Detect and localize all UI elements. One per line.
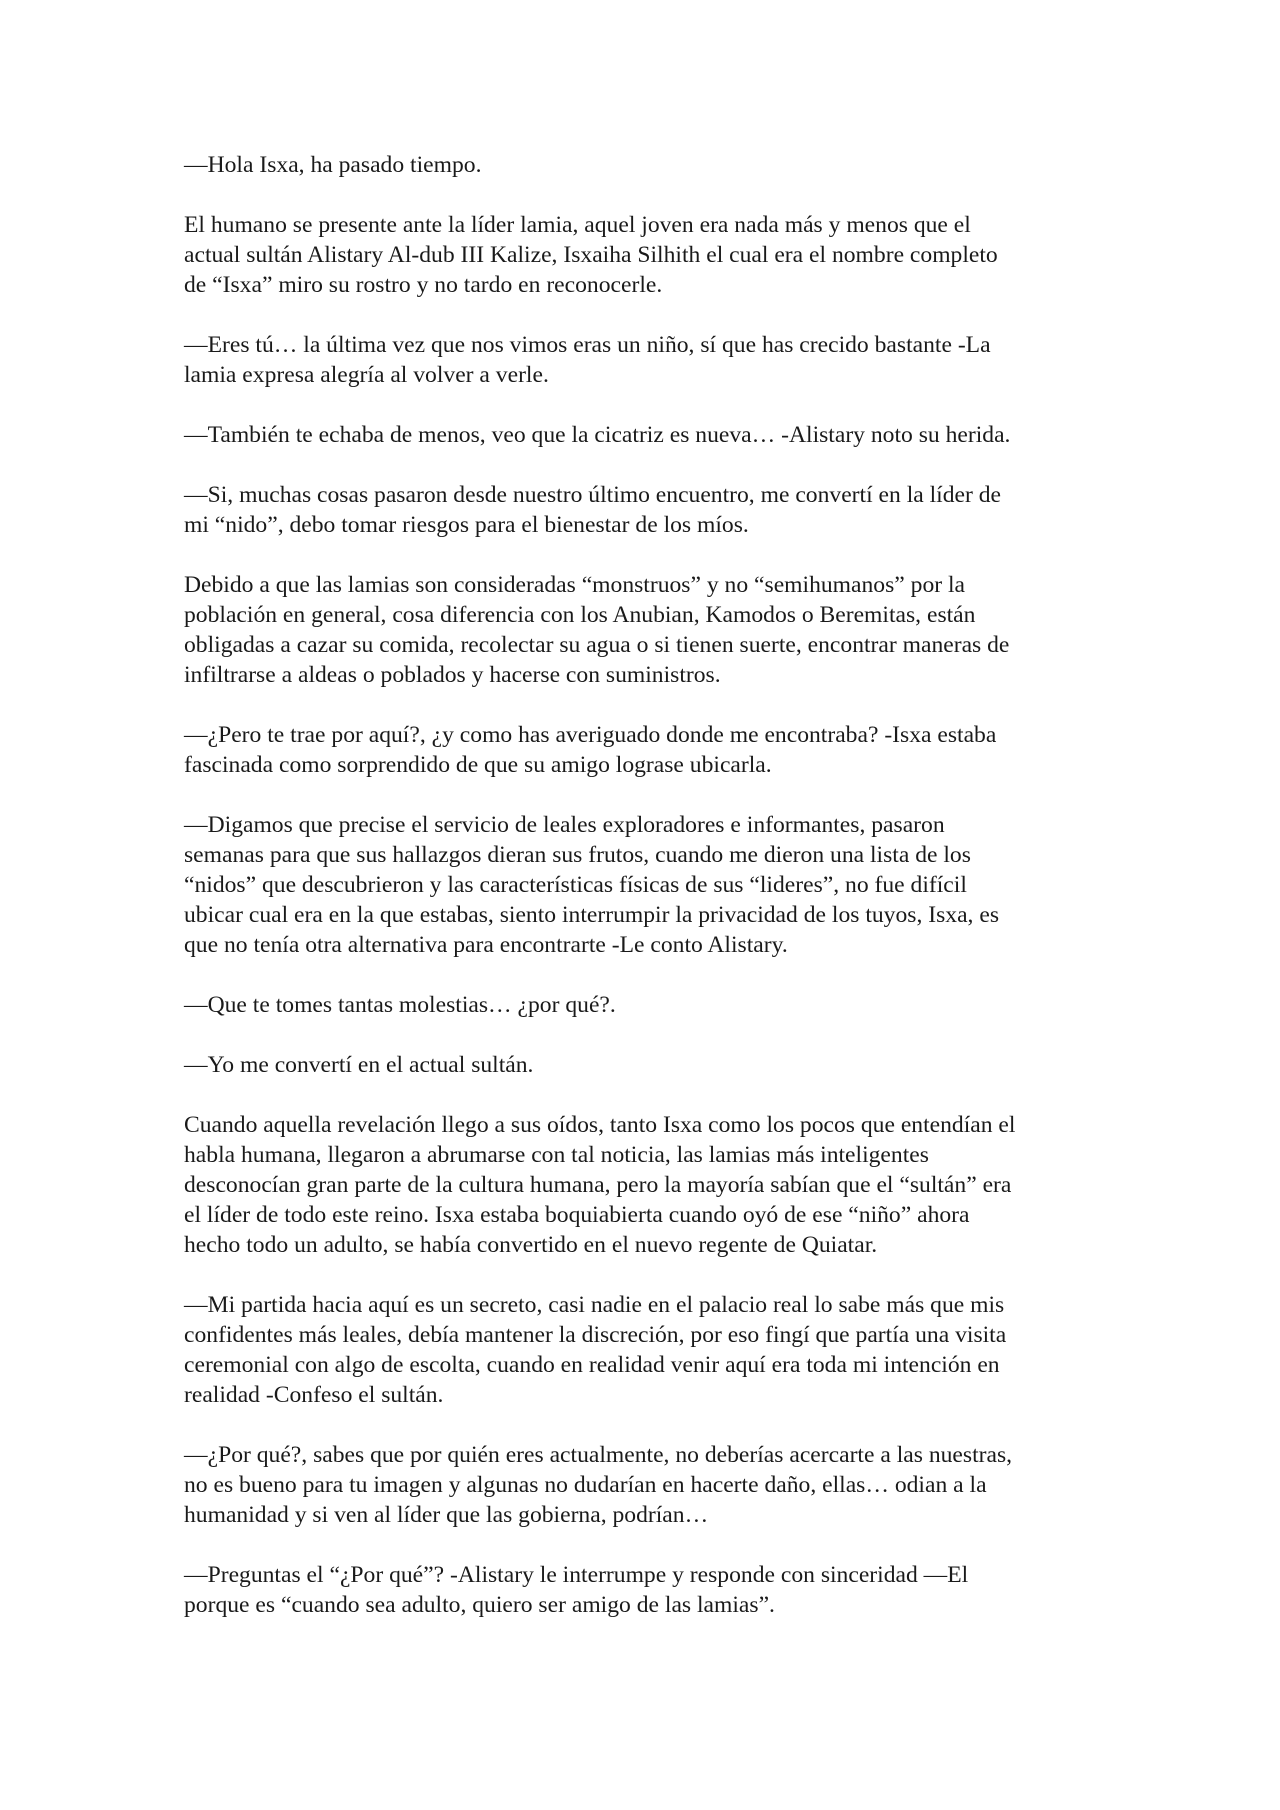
text-line: confidentes más leales, debía mantener la discreción, por eso fingí que partía una visita (184, 1322, 1007, 1348)
text-line: —Que te tomes tantas molestias… ¿por qué?. (184, 992, 616, 1018)
paragraph-4 (184, 420, 1114, 450)
text-line: El humano se presente ante la líder lamia, aquel joven era nada más y menos que el (184, 212, 971, 238)
text-line: —¿Por qué?, sabes que por quién eres actualmente, no deberías acercarte a las nuestras, (184, 1442, 1013, 1468)
text-line: que no tenía otra alternativa para encontrarte -Le conto Alistary. (184, 932, 788, 958)
text-line: Cuando aquella revelación llego a sus oídos, tanto Isxa como los pocos que entendían el (184, 1112, 1016, 1138)
text-line: ceremonial con algo de escolta, cuando en realidad venir aquí era toda mi intención en (184, 1352, 1000, 1378)
paragraph-3 (184, 330, 1114, 390)
paragraph-5 (184, 480, 1114, 540)
paragraph-9 (184, 990, 1114, 1020)
paragraph-8 (184, 810, 1114, 960)
text-line: humanidad y si ven al líder que las gobierna, podrían… (184, 1502, 709, 1528)
text-line: de “Isxa” miro su rostro y no tardo en reconocerle. (184, 272, 663, 298)
text-line: desconocían gran parte de la cultura humana, pero la mayoría sabían que el “sultán” era (184, 1172, 1012, 1198)
text-line: Debido a que las lamias son consideradas “monstruos” y no “semihumanos” por la (184, 572, 966, 598)
text-line: —Yo me convertí en el actual sultán. (184, 1052, 534, 1078)
text-line: realidad -Confeso el sultán. (184, 1382, 444, 1408)
text-line: ubicar cual era en la que estabas, siento interrumpir la privacidad de los tuyos, Isxa, es (184, 902, 1000, 928)
paragraph-10 (184, 1050, 1114, 1080)
text-line: —También te echaba de menos, veo que la cicatriz es nueva… -Alistary noto su herida. (184, 422, 1011, 448)
text-line: habla humana, llegaron a abrumarse con tal noticia, las lamias más inteligentes (184, 1142, 929, 1168)
text-line: —Eres tú… la última vez que nos vimos eras un niño, sí que has crecido bastante -La (184, 332, 991, 358)
text-line: fascinada como sorprendido de que su amigo lograse ubicarla. (184, 752, 772, 778)
paragraph-1 (184, 150, 1114, 180)
text-line: “nidos” que descubrieron y las características físicas de sus “lideres”, no fue difícil (184, 872, 967, 898)
paragraph-11 (184, 1110, 1114, 1260)
text-line: —Preguntas el “¿Por qué”? -Alistary le interrumpe y responde con sinceridad —El (184, 1562, 969, 1588)
paragraph-7 (184, 720, 1114, 780)
text-line: el líder de todo este reino. Isxa estaba boquiabierta cuando oyó de ese “niño” ahora (184, 1202, 970, 1228)
text-line: obligadas a cazar su comida, recolectar su agua o si tienen suerte, encontrar maneras de (184, 632, 1010, 658)
text-line: mi “nido”, debo tomar riesgos para el bienestar de los míos. (184, 512, 749, 538)
text-line: semanas para que sus hallazgos dieran sus frutos, cuando me dieron una lista de los (184, 842, 971, 868)
document-page (184, 150, 1114, 1620)
text-line: actual sultán Alistary Al-dub III Kalize, Isxaiha Silhith el cual era el nombre completo (184, 242, 998, 268)
paragraph-2 (184, 210, 1114, 300)
text-line: lamia expresa alegría al volver a verle. (184, 362, 549, 388)
text-line: no es bueno para tu imagen y algunas no dudarían en hacerte daño, ellas… odian a la (184, 1472, 987, 1498)
paragraph-13 (184, 1440, 1114, 1530)
text-line: infiltrarse a aldeas o poblados y hacerse con suministros. (184, 662, 721, 688)
paragraph-6 (184, 570, 1114, 690)
text-line: —Digamos que precise el servicio de leales exploradores e informantes, pasaron (184, 812, 945, 838)
text-line: —Mi partida hacia aquí es un secreto, casi nadie en el palacio real lo sabe más que mis (184, 1292, 1005, 1318)
text-line: población en general, cosa diferencia con los Anubian, Kamodos o Beremitas, están (184, 602, 976, 628)
paragraph-12 (184, 1290, 1114, 1410)
text-line: —¿Pero te trae por aquí?, ¿y como has averiguado donde me encontraba? -Isxa estaba (184, 722, 997, 748)
text-line: —Hola Isxa, ha pasado tiempo. (184, 152, 482, 178)
text-line: porque es “cuando sea adulto, quiero ser amigo de las lamias”. (184, 1592, 775, 1618)
paragraph-14 (184, 1560, 1114, 1620)
text-line: —Si, muchas cosas pasaron desde nuestro último encuentro, me convertí en la líder de (184, 482, 1002, 508)
text-line: hecho todo un adulto, se había convertido en el nuevo regente de Quiatar. (184, 1232, 878, 1258)
